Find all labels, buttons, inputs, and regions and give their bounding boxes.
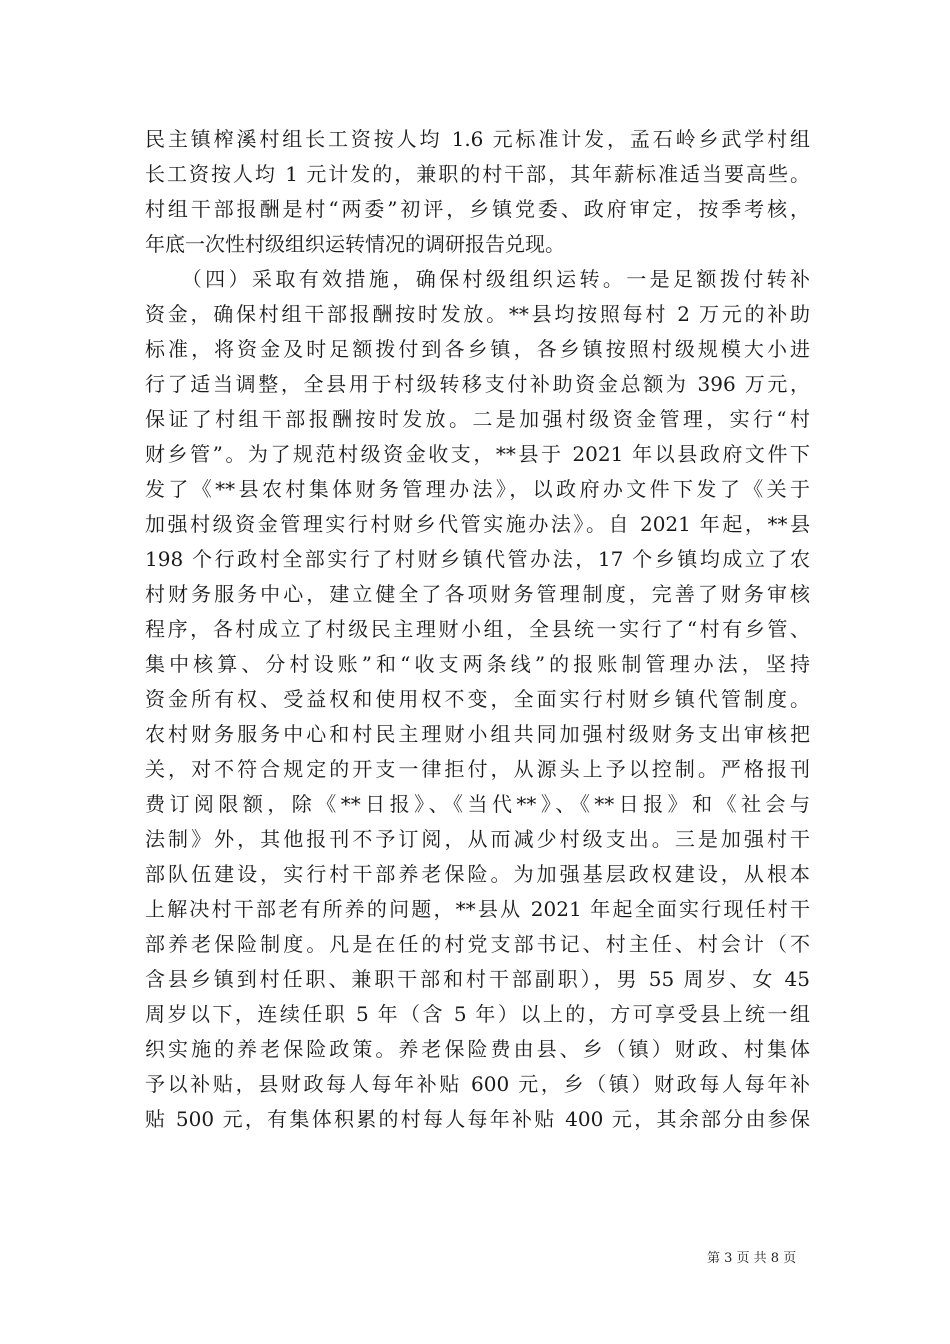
text-line: 织实施的养老保险政策。养老保险费由县、乡（镇）财政、村集体 bbox=[145, 1037, 810, 1061]
text-line: 财乡管”。为了规范村级资金收支，**县于 2021 年以县政府文件下 bbox=[145, 442, 810, 466]
text-line: 农村财务服务中心和村民主理财小组共同加强村级财务支出审核把 bbox=[145, 722, 810, 746]
text-line: 部养老保险制度。凡是在任的村党支部书记、村主任、村会计（不 bbox=[145, 932, 810, 956]
text-line: 加强村级资金管理实行村财乡代管实施办法》。自 2021 年起，**县 bbox=[145, 512, 810, 536]
text-line: 村组干部报酬是村“两委”初评，乡镇党委、政府审定，按季考核， bbox=[145, 197, 810, 221]
text-line: 法制》外，其他报刊不予订阅，从而减少村级支出。三是加强村干 bbox=[145, 827, 810, 851]
text-line: 发了《**县农村集体财务管理办法》，以政府办文件下发了《关于 bbox=[145, 477, 810, 501]
text-line: 部队伍建设，实行村干部养老保险。为加强基层政权建设，从根本 bbox=[145, 862, 810, 886]
text-line: 长工资按人均 1 元计发的，兼职的村干部，其年薪标准适当要高些。 bbox=[145, 162, 810, 186]
text-line: 标准，将资金及时足额拨付到各乡镇，各乡镇按照村级规模大小进 bbox=[145, 337, 810, 361]
text-line: 程序，各村成立了村级民主理财小组，全县统一实行了“村有乡管、 bbox=[145, 617, 810, 641]
text-line: 周岁以下，连续任职 5 年（含 5 年）以上的，方可享受县上统一组 bbox=[145, 1002, 810, 1026]
body-text bbox=[145, 122, 810, 1137]
text-line: 费订阅限额，除《**日报》、《当代**》、《**日报》和《社会与 bbox=[145, 792, 810, 816]
text-line: 年底一次性村级组织运转情况的调研报告兑现。 bbox=[145, 232, 565, 256]
text-line: 资金所有权、受益权和使用权不变，全面实行村财乡镇代管制度。 bbox=[145, 687, 810, 711]
text-line: 予以补贴，县财政每人每年补贴 600 元，乡（镇）财政每人每年补 bbox=[145, 1072, 810, 1096]
text-line: 保证了村组干部报酬按时发放。二是加强村级资金管理，实行“村 bbox=[145, 407, 810, 431]
text-line: 关，对不符合规定的开支一律拒付，从源头上予以控制。严格报刊 bbox=[145, 757, 810, 781]
text-line: 村财务服务中心，建立健全了各项财务管理制度，完善了财务审核 bbox=[145, 582, 810, 606]
text-line: 集中核算、分村设账”和“收支两条线”的报账制管理办法，坚持 bbox=[145, 652, 810, 676]
text-line: 198 个行政村全部实行了村财乡镇代管办法，17 个乡镇均成立了农 bbox=[145, 547, 810, 571]
text-line: 民主镇榨溪村组长工资按人均 1.6 元标准计发，孟石岭乡武学村组 bbox=[145, 127, 810, 151]
text-line: 行了适当调整，全县用于村级转移支付补助资金总额为 396 万元， bbox=[145, 372, 810, 396]
text-line: 含县乡镇到村任职、兼职干部和村干部副职），男 55 周岁、女 45 bbox=[145, 967, 810, 991]
page-number: 第 3 页 共 8 页 bbox=[707, 1251, 797, 1266]
text-line: 资金，确保村组干部报酬按时发放。**县均按照每村 2 万元的补助 bbox=[145, 302, 810, 326]
text-line: 上解决村干部老有所养的问题，**县从 2021 年起全面实行现任村干 bbox=[145, 897, 810, 921]
text-line: 贴 500 元，有集体积累的村每人每年补贴 400 元，其余部分由参保 bbox=[145, 1107, 810, 1131]
paragraph-start-line: （四）采取有效措施，确保村级组织运转。一是足额拨付转补 bbox=[145, 267, 810, 291]
